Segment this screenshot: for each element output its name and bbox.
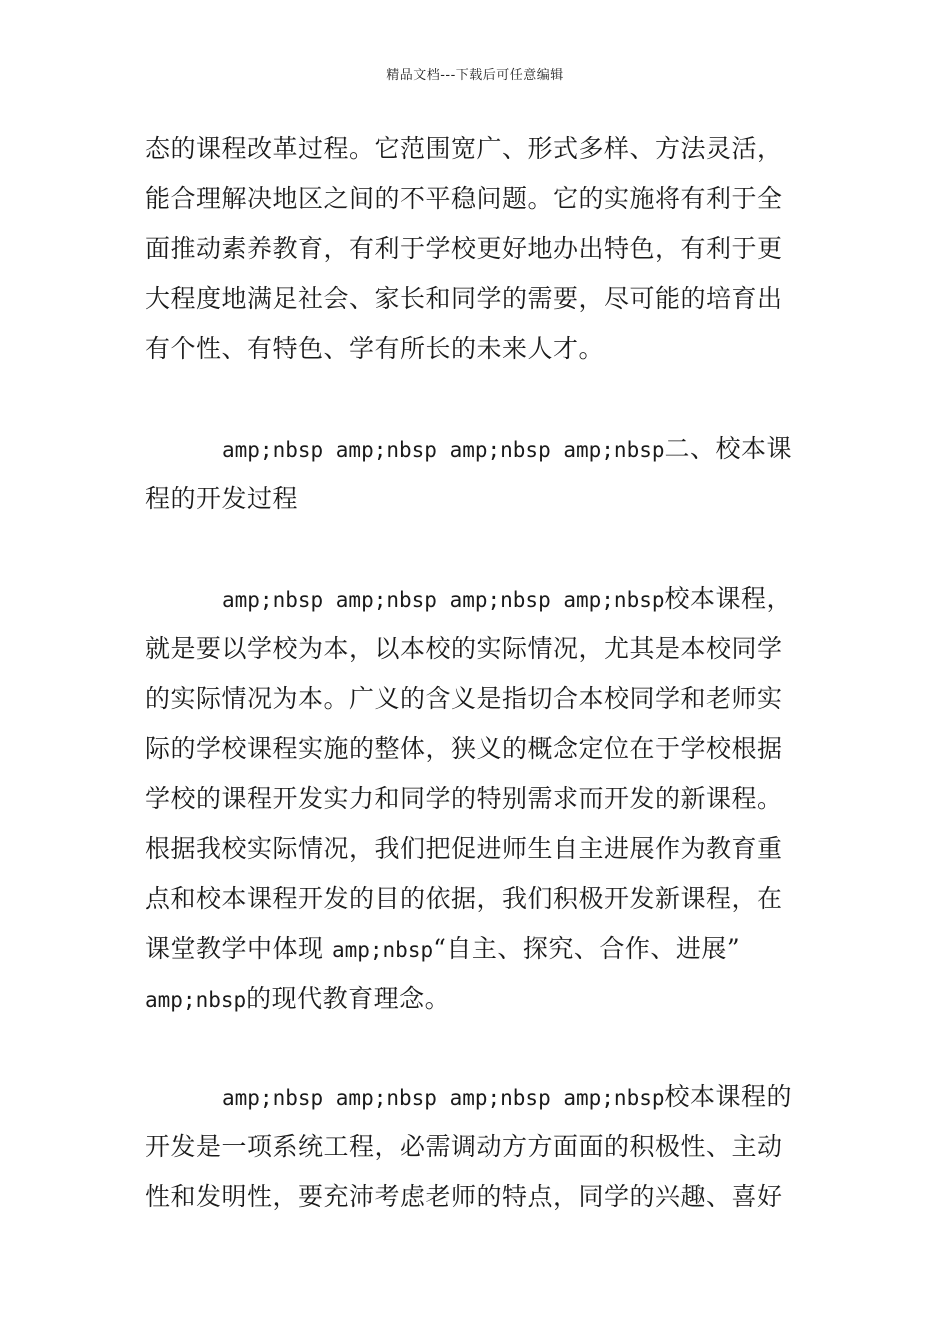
paragraph-line: 有个性、有特色、学有所长的未来人才。 [145,334,605,363]
paragraph-line: 能合理解决地区之间的不平稳问题。它的实施将有利于全 [145,184,783,213]
section-heading-line: 程的开发过程 [145,484,299,513]
paragraph-line: 性和发明性，要充沛考虑老师的特点，同学的兴趣、喜好 [145,1182,783,1211]
paragraph-text: 的现代教育理念。 [246,984,451,1013]
nbsp-artifact: amp;nbsp amp;nbsp amp;nbsp amp;nbsp [222,1086,665,1110]
paragraph-line: 的实际情况为本。广义的含义是指切合本校同学和老师实 [145,684,783,713]
paragraph-line [145,934,815,965]
paragraph-text: “自主、探究、合作、进展” [433,934,741,963]
paragraph-line: 大程度地满足社会、家长和同学的需要，尽可能的培育出 [145,284,783,313]
paragraph-text: 校本课程的 [664,1082,793,1111]
page-header: 精品文档---下载后可任意编辑 [386,68,564,83]
nbsp-artifact: amp;nbsp amp;nbsp amp;nbsp amp;nbsp [222,588,665,612]
paragraph-line [145,984,815,1015]
paragraph-line: 就是要以学校为本，以本校的实际情况，尤其是本校同学 [145,634,783,663]
paragraph-line: 态的课程改革过程。它范围宽广、形式多样、方法灵活， [145,134,783,163]
nbsp-artifact: amp;nbsp [145,988,247,1012]
nbsp-artifact: amp;nbsp [331,938,434,962]
paragraph-line: 根据我校实际情况，我们把促进师生自主进展作为教育重 [145,834,783,863]
paragraph-line [222,1082,815,1113]
paragraph-text: 校本课程， [664,584,793,613]
paragraph-line: 点和校本课程开发的目的依据，我们积极开发新课程，在 [145,884,783,913]
nbsp-artifact: amp;nbsp amp;nbsp amp;nbsp amp;nbsp [222,438,665,462]
section-heading-line [222,434,815,465]
paragraph-line: 际的学校课程实施的整体，狭义的概念定位在于学校根据 [145,734,783,763]
paragraph-line [222,584,815,615]
heading-text: 二、校本课 [664,434,793,463]
paragraph-line: 开发是一项系统工程，必需调动方方面面的积极性、主动 [145,1132,783,1161]
paragraph-line: 面推动素养教育，有利于学校更好地办出特色，有利于更 [145,234,783,263]
paragraph-line: 学校的课程开发实力和同学的特别需求而开发的新课程。 [145,784,783,813]
paragraph-text: 课堂教学中体现 [145,934,324,963]
